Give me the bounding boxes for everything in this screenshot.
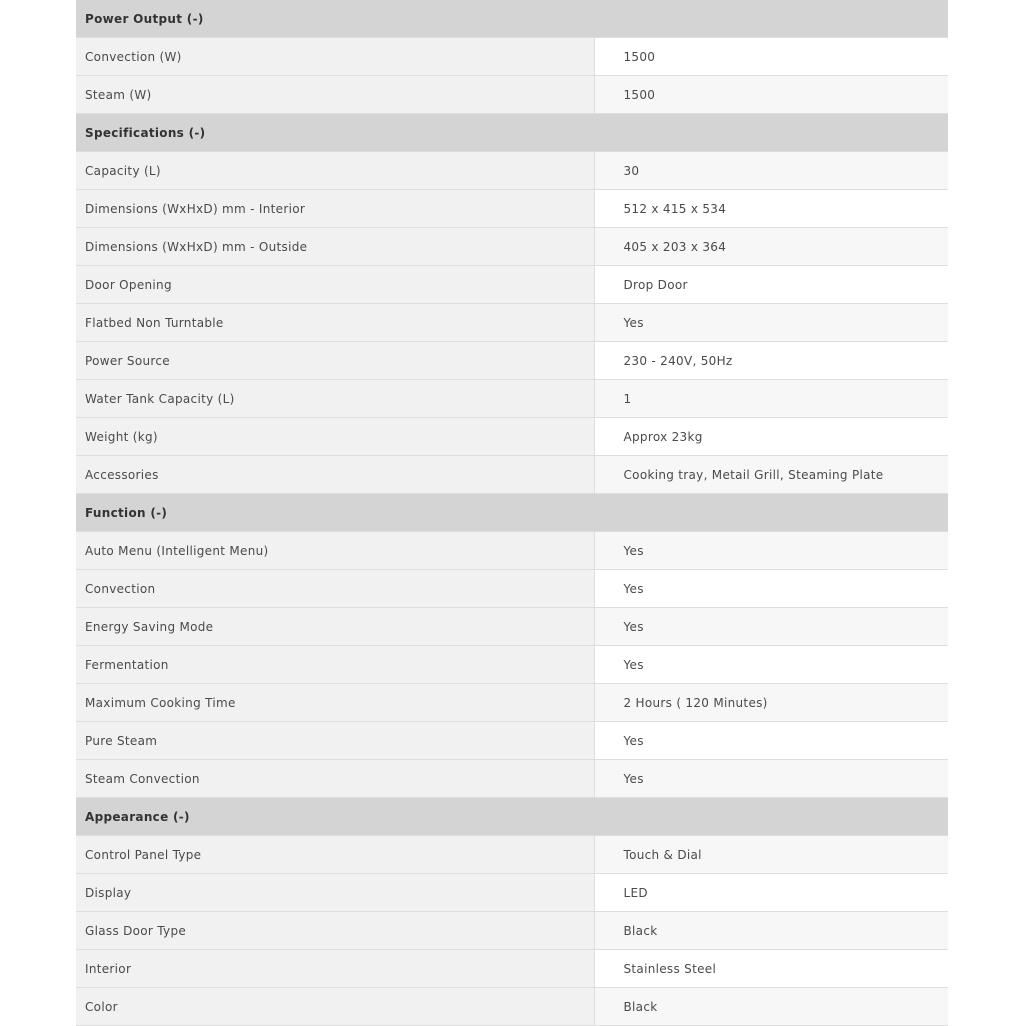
spec-value: 30: [594, 152, 948, 190]
table-row: [76, 304, 948, 342]
table-row: [76, 76, 948, 114]
spec-value: Cooking tray, Metail Grill, Steaming Plate: [594, 456, 948, 494]
spec-value: Drop Door: [594, 266, 948, 304]
spec-label: Water Tank Capacity (L): [76, 380, 594, 418]
spec-value: Stainless Steel: [594, 950, 948, 988]
spec-value: Approx 23kg: [594, 418, 948, 456]
spec-label: Dimensions (WxHxD) mm - Outside: [76, 228, 594, 266]
group-title[interactable]: Function (-): [76, 494, 948, 532]
spec-label: Convection: [76, 570, 594, 608]
spec-label: Interior: [76, 950, 594, 988]
spec-label: Energy Saving Mode: [76, 608, 594, 646]
spec-value: 2 Hours ( 120 Minutes): [594, 684, 948, 722]
group-header-specifications[interactable]: [76, 114, 948, 152]
table-row: [76, 152, 948, 190]
spec-label: Convection (W): [76, 38, 594, 76]
spec-label: Pure Steam: [76, 722, 594, 760]
table-row: [76, 342, 948, 380]
group-title[interactable]: Appearance (-): [76, 798, 948, 836]
spec-value: Touch & Dial: [594, 836, 948, 874]
spec-value: Yes: [594, 722, 948, 760]
table-row: [76, 722, 948, 760]
table-row: [76, 950, 948, 988]
table-row: [76, 988, 948, 1026]
spec-label: Power Source: [76, 342, 594, 380]
table-row: [76, 532, 948, 570]
table-row: [76, 836, 948, 874]
spec-value: 512 x 415 x 534: [594, 190, 948, 228]
spec-value: Yes: [594, 608, 948, 646]
spec-label: Glass Door Type: [76, 912, 594, 950]
group-title[interactable]: Power Output (-): [76, 0, 948, 38]
table-row: [76, 380, 948, 418]
group-header-function[interactable]: [76, 494, 948, 532]
group-header-appearance[interactable]: [76, 798, 948, 836]
table-row: [76, 570, 948, 608]
spec-value: 230 - 240V, 50Hz: [594, 342, 948, 380]
spec-table: [76, 0, 948, 1026]
spec-value: 1500: [594, 38, 948, 76]
spec-label: Flatbed Non Turntable: [76, 304, 594, 342]
spec-label: Dimensions (WxHxD) mm - Interior: [76, 190, 594, 228]
table-row: [76, 760, 948, 798]
spec-value: Yes: [594, 304, 948, 342]
spec-label: Control Panel Type: [76, 836, 594, 874]
table-row: [76, 190, 948, 228]
spec-value: LED: [594, 874, 948, 912]
spec-value: Black: [594, 912, 948, 950]
spec-label: Weight (kg): [76, 418, 594, 456]
group-title[interactable]: Specifications (-): [76, 114, 948, 152]
spec-value: Black: [594, 988, 948, 1026]
spec-label: Auto Menu (Intelligent Menu): [76, 532, 594, 570]
spec-label: Door Opening: [76, 266, 594, 304]
spec-value: 1: [594, 380, 948, 418]
spec-label: Capacity (L): [76, 152, 594, 190]
spec-value: Yes: [594, 646, 948, 684]
spec-label: Maximum Cooking Time: [76, 684, 594, 722]
table-row: [76, 228, 948, 266]
spec-value: 405 x 203 x 364: [594, 228, 948, 266]
group-header-power-output[interactable]: [76, 0, 948, 38]
table-row: [76, 912, 948, 950]
table-row: [76, 646, 948, 684]
spec-value: Yes: [594, 760, 948, 798]
spec-label: Accessories: [76, 456, 594, 494]
spec-value: Yes: [594, 532, 948, 570]
spec-label: Color: [76, 988, 594, 1026]
table-row: [76, 608, 948, 646]
spec-table-body: [76, 0, 948, 1026]
table-row: [76, 266, 948, 304]
table-row: [76, 684, 948, 722]
table-row: [76, 456, 948, 494]
spec-label: Steam (W): [76, 76, 594, 114]
table-row: [76, 874, 948, 912]
spec-value: 1500: [594, 76, 948, 114]
table-row: [76, 38, 948, 76]
spec-label: Fermentation: [76, 646, 594, 684]
spec-label: Display: [76, 874, 594, 912]
table-row: [76, 418, 948, 456]
spec-value: Yes: [594, 570, 948, 608]
spec-label: Steam Convection: [76, 760, 594, 798]
